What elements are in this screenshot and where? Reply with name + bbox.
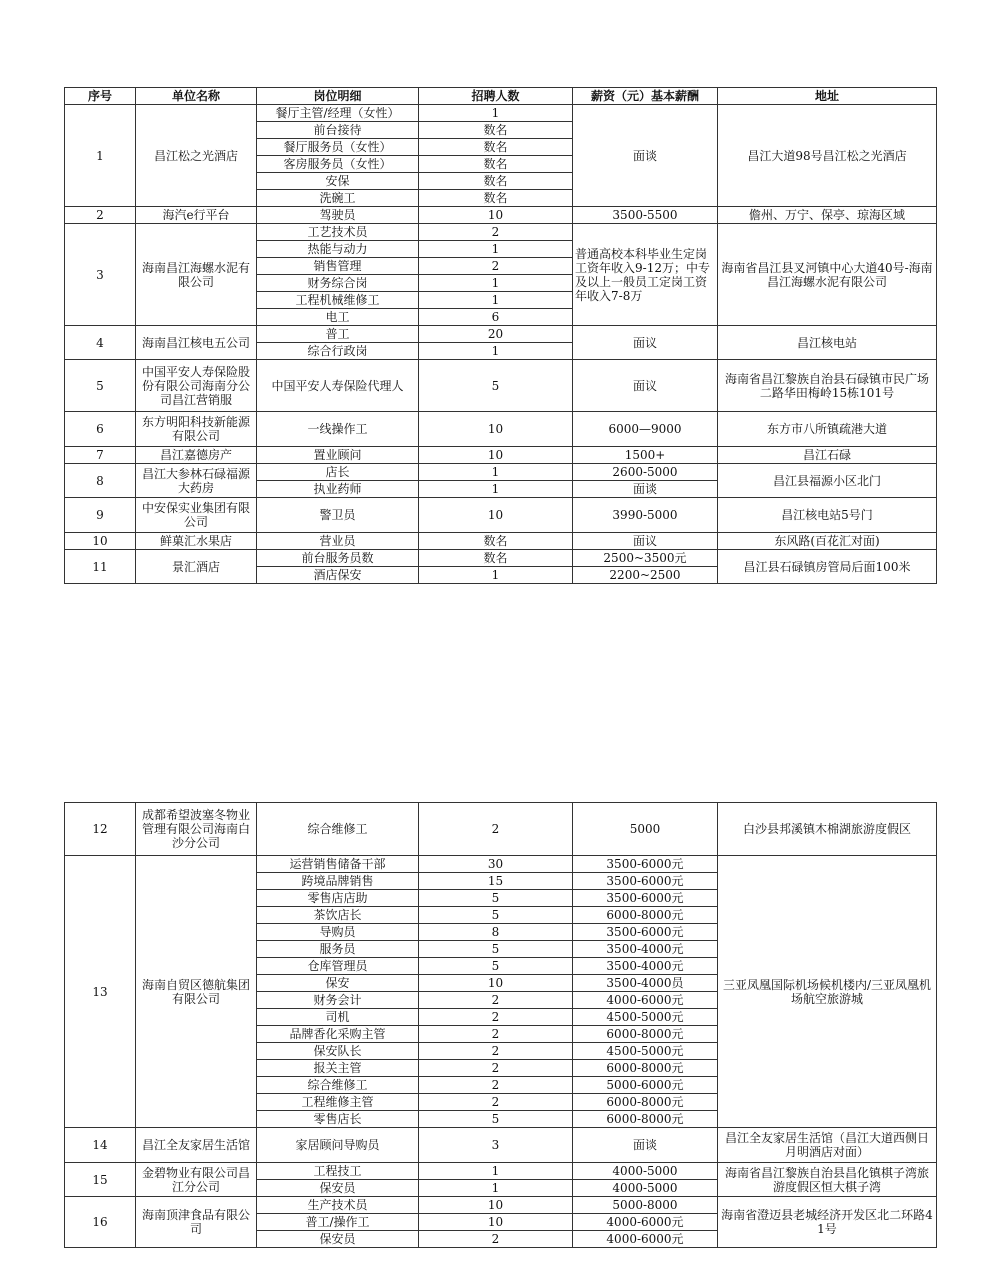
job-count: 数名 (419, 156, 573, 173)
company-no: 5 (65, 360, 136, 412)
job-count: 10 (419, 1214, 573, 1231)
job-count: 2 (419, 1231, 573, 1248)
company-no: 16 (65, 1197, 136, 1248)
job-count: 6 (419, 309, 573, 326)
salary: 6000-8000元 (573, 1111, 718, 1128)
job-count: 2 (419, 992, 573, 1009)
job-title: 保安 (257, 975, 419, 992)
salary: 6000-8000元 (573, 1060, 718, 1077)
table-row (65, 1128, 937, 1163)
job-title: 零售店店助 (257, 890, 419, 907)
company-no: 15 (65, 1163, 136, 1197)
job-count: 2 (419, 1009, 573, 1026)
job-title: 综合行政岗 (257, 343, 419, 360)
company-no: 2 (65, 207, 136, 224)
job-count: 3 (419, 1128, 573, 1163)
recruitment-table-page-2 (64, 802, 937, 1248)
job-count: 10 (419, 975, 573, 992)
job-title: 保安队长 (257, 1043, 419, 1060)
job-title: 综合维修工 (257, 803, 419, 856)
salary: 3500-6000元 (573, 873, 718, 890)
address: 昌江核电站 (718, 326, 937, 360)
company-no: 14 (65, 1128, 136, 1163)
job-count: 5 (419, 360, 573, 412)
salary: 4000-6000元 (573, 1214, 718, 1231)
company-no: 13 (65, 856, 136, 1128)
table-row (65, 498, 937, 533)
address: 白沙县邦溪镇木棉湖旅游度假区 (718, 803, 937, 856)
job-count: 20 (419, 326, 573, 343)
job-count: 2 (419, 258, 573, 275)
salary: 面议 (573, 326, 718, 360)
job-count: 2 (419, 1077, 573, 1094)
job-count: 10 (419, 498, 573, 533)
job-count: 10 (419, 207, 573, 224)
job-count: 30 (419, 856, 573, 873)
company-name: 成都希望波塞冬物业管理有限公司海南白沙分公司 (136, 803, 257, 856)
table-row (65, 360, 937, 412)
company-no: 7 (65, 447, 136, 464)
job-title: 跨境品牌销售 (257, 873, 419, 890)
job-count: 1 (419, 567, 573, 584)
company-name: 昌江松之光酒店 (136, 105, 257, 207)
salary: 1500+ (573, 447, 718, 464)
job-title: 保安员 (257, 1231, 419, 1248)
job-title: 工程机械维修工 (257, 292, 419, 309)
address: 昌江石碌 (718, 447, 937, 464)
address: 海南省昌江县叉河镇中心大道40号-海南昌江海螺水泥有限公司 (718, 224, 937, 326)
address: 东方市八所镇疏港大道 (718, 412, 937, 447)
job-title: 前台服务员数 (257, 550, 419, 567)
company-name: 海南自贸区德航集团有限公司 (136, 856, 257, 1128)
salary: 4000-6000元 (573, 1231, 718, 1248)
job-count: 2 (419, 1026, 573, 1043)
table-header-row (65, 88, 937, 105)
salary: 面谈 (573, 481, 718, 498)
salary: 3500-4000员 (573, 975, 718, 992)
job-count: 5 (419, 1111, 573, 1128)
table-row (65, 550, 937, 567)
salary: 5000-6000元 (573, 1077, 718, 1094)
job-title: 服务员 (257, 941, 419, 958)
table-row (65, 412, 937, 447)
company-no: 12 (65, 803, 136, 856)
salary: 3500-4000元 (573, 941, 718, 958)
job-title: 执业药师 (257, 481, 419, 498)
job-title: 茶饮店长 (257, 907, 419, 924)
job-title: 警卫员 (257, 498, 419, 533)
job-count: 5 (419, 907, 573, 924)
address: 三亚凤凰国际机场候机楼内/三亚凤凰机场航空旅游城 (718, 856, 937, 1128)
header-salary: 薪资（元）基本薪酬 (573, 88, 718, 105)
header-company: 单位名称 (136, 88, 257, 105)
job-count: 1 (419, 292, 573, 309)
job-count: 15 (419, 873, 573, 890)
salary: 4500-5000元 (573, 1009, 718, 1026)
job-title: 财务综合岗 (257, 275, 419, 292)
job-title: 家居顾问导购员 (257, 1128, 419, 1163)
address: 海南省澄迈县老城经济开发区北二环路41号 (718, 1197, 937, 1248)
table-row (65, 447, 937, 464)
salary: 3500-5500 (573, 207, 718, 224)
salary: 3500-6000元 (573, 924, 718, 941)
address: 昌江县福源小区北门 (718, 464, 937, 498)
job-count: 10 (419, 447, 573, 464)
job-count: 2 (419, 1060, 573, 1077)
header-job: 岗位明细 (257, 88, 419, 105)
job-count: 5 (419, 890, 573, 907)
salary: 3500-6000元 (573, 856, 718, 873)
company-no: 11 (65, 550, 136, 584)
company-name: 昌江大参林石碌福源大药房 (136, 464, 257, 498)
recruitment-table-page-1 (64, 87, 937, 584)
job-title: 仓库管理员 (257, 958, 419, 975)
job-title: 店长 (257, 464, 419, 481)
company-no: 4 (65, 326, 136, 360)
table-row (65, 464, 937, 481)
job-count: 1 (419, 105, 573, 122)
job-title: 餐厅服务员（女性） (257, 139, 419, 156)
company-no: 1 (65, 105, 136, 207)
job-count: 1 (419, 1180, 573, 1197)
job-title: 工艺技术员 (257, 224, 419, 241)
job-count: 1 (419, 464, 573, 481)
table-row (65, 1197, 937, 1214)
job-count: 5 (419, 941, 573, 958)
salary: 4000-5000 (573, 1163, 718, 1180)
job-title: 运营销售储备干部 (257, 856, 419, 873)
job-count: 10 (419, 412, 573, 447)
company-name: 昌江全友家居生活馆 (136, 1128, 257, 1163)
job-title: 工程技工 (257, 1163, 419, 1180)
company-name: 昌江嘉德房产 (136, 447, 257, 464)
address: 东风路(百花汇对面) (718, 533, 937, 550)
header-address: 地址 (718, 88, 937, 105)
company-name: 海南昌江海螺水泥有限公司 (136, 224, 257, 326)
salary: 4500-5000元 (573, 1043, 718, 1060)
salary: 3990-5000 (573, 498, 718, 533)
company-name: 东方明阳科技新能源有限公司 (136, 412, 257, 447)
table-row (65, 207, 937, 224)
job-count: 1 (419, 481, 573, 498)
address: 昌江全友家居生活馆（昌江大道西侧日月明酒店对面） (718, 1128, 937, 1163)
job-count: 2 (419, 224, 573, 241)
job-title: 置业顾问 (257, 447, 419, 464)
job-title: 电工 (257, 309, 419, 326)
salary: 6000-8000元 (573, 907, 718, 924)
salary: 4000-5000 (573, 1180, 718, 1197)
salary: 6000—9000 (573, 412, 718, 447)
company-no: 10 (65, 533, 136, 550)
job-title: 驾驶员 (257, 207, 419, 224)
header-count: 招聘人数 (419, 88, 573, 105)
table-row (65, 224, 937, 241)
job-count: 10 (419, 1197, 573, 1214)
job-count: 5 (419, 958, 573, 975)
job-title: 洗碗工 (257, 190, 419, 207)
job-title: 导购员 (257, 924, 419, 941)
company-name: 景汇酒店 (136, 550, 257, 584)
job-count: 数名 (419, 139, 573, 156)
job-title: 综合维修工 (257, 1077, 419, 1094)
salary: 2600-5000 (573, 464, 718, 481)
company-name: 海南昌江核电五公司 (136, 326, 257, 360)
job-title: 保安员 (257, 1180, 419, 1197)
company-name: 中安保实业集团有限公司 (136, 498, 257, 533)
job-title: 报关主管 (257, 1060, 419, 1077)
salary: 3500-6000元 (573, 890, 718, 907)
job-title: 品牌香化采购主管 (257, 1026, 419, 1043)
job-title: 酒店保安 (257, 567, 419, 584)
salary: 普通高校本科毕业生定岗工资年收入9-12万；中专及以上一般员工定岗工资年收入7-8万 (573, 224, 718, 326)
table-row (65, 105, 937, 122)
salary: 5000 (573, 803, 718, 856)
address: 海南省昌江黎族自治县石碌镇市民广场二路华田梅岭15栋101号 (718, 360, 937, 412)
job-title: 营业员 (257, 533, 419, 550)
job-count: 2 (419, 1094, 573, 1111)
job-title: 客房服务员（女性） (257, 156, 419, 173)
job-count: 数名 (419, 122, 573, 139)
job-title: 生产技术员 (257, 1197, 419, 1214)
table-row (65, 803, 937, 856)
table-row (65, 856, 937, 873)
company-no: 6 (65, 412, 136, 447)
company-name: 海汽e行平台 (136, 207, 257, 224)
company-name: 中国平安人寿保险股份有限公司海南分公司昌江营销服 (136, 360, 257, 412)
job-title: 销售管理 (257, 258, 419, 275)
job-title: 财务会计 (257, 992, 419, 1009)
salary: 2500~3500元 (573, 550, 718, 567)
address: 海南省昌江黎族自治县昌化镇棋子湾旅游度假区恒大棋子湾 (718, 1163, 937, 1197)
job-count: 1 (419, 275, 573, 292)
salary: 2200~2500 (573, 567, 718, 584)
job-title: 中国平安人寿保险代理人 (257, 360, 419, 412)
job-title: 安保 (257, 173, 419, 190)
job-count: 1 (419, 241, 573, 258)
salary: 面议 (573, 533, 718, 550)
company-no: 8 (65, 464, 136, 498)
salary: 面议 (573, 360, 718, 412)
job-count: 2 (419, 1043, 573, 1060)
table-row (65, 326, 937, 343)
company-name: 鲜菓汇水果店 (136, 533, 257, 550)
job-count: 1 (419, 343, 573, 360)
table-row (65, 1163, 937, 1180)
salary: 面谈 (573, 1128, 718, 1163)
job-title: 工程维修主管 (257, 1094, 419, 1111)
address: 昌江核电站5号门 (718, 498, 937, 533)
job-title: 零售店长 (257, 1111, 419, 1128)
job-title: 一线操作工 (257, 412, 419, 447)
company-name: 海南顶津食品有限公司 (136, 1197, 257, 1248)
job-count: 8 (419, 924, 573, 941)
company-no: 9 (65, 498, 136, 533)
job-title: 热能与动力 (257, 241, 419, 258)
job-title: 餐厅主管/经理（女性） (257, 105, 419, 122)
job-count: 数名 (419, 550, 573, 567)
salary: 3500-4000元 (573, 958, 718, 975)
company-name: 金碧物业有限公司昌江分公司 (136, 1163, 257, 1197)
job-title: 普工 (257, 326, 419, 343)
job-title: 前台接待 (257, 122, 419, 139)
table-row (65, 533, 937, 550)
job-count: 2 (419, 803, 573, 856)
job-title: 司机 (257, 1009, 419, 1026)
company-no: 3 (65, 224, 136, 326)
job-count: 数名 (419, 533, 573, 550)
address: 昌江县石碌镇房管局后面100米 (718, 550, 937, 584)
salary: 5000-8000 (573, 1197, 718, 1214)
job-count: 数名 (419, 190, 573, 207)
salary: 4000-6000元 (573, 992, 718, 1009)
job-count: 数名 (419, 173, 573, 190)
job-title: 普工/操作工 (257, 1214, 419, 1231)
address: 昌江大道98号昌江松之光酒店 (718, 105, 937, 207)
salary: 6000-8000元 (573, 1026, 718, 1043)
header-no: 序号 (65, 88, 136, 105)
salary: 面谈 (573, 105, 718, 207)
salary: 6000-8000元 (573, 1094, 718, 1111)
address: 儋州、万宁、保亭、琼海区域 (718, 207, 937, 224)
job-count: 1 (419, 1163, 573, 1180)
